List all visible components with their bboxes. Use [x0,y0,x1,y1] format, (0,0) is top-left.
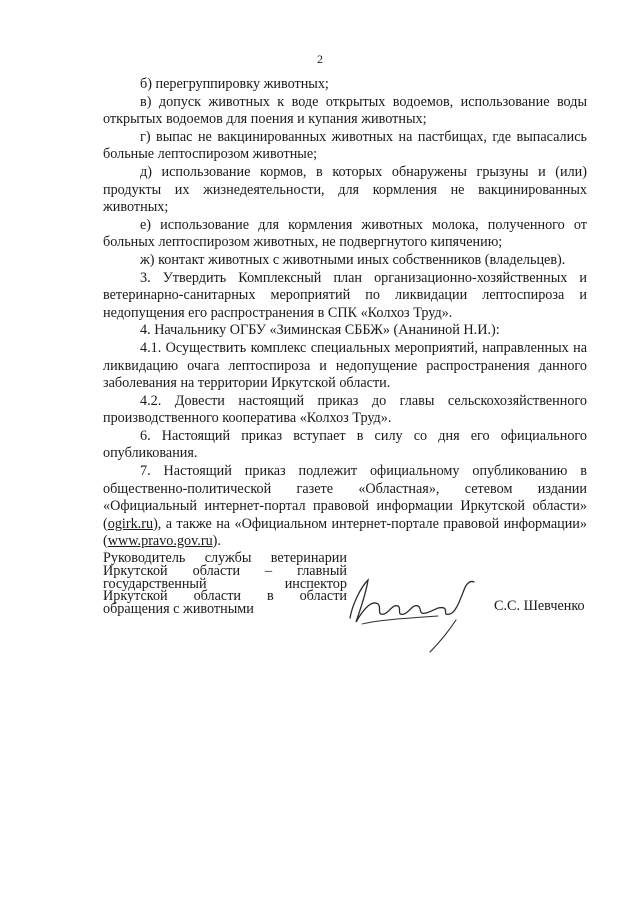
signatory-title [103,552,347,616]
handwritten-signature [338,560,488,660]
paragraph-item-b: б) перегруппировку животных; [140,76,329,92]
ogirk-link[interactable]: ogirk.ru [107,515,154,532]
signer-name: С.С. Шевченко [494,598,585,614]
paragraph-7-publication [103,463,587,551]
paragraph-item-v: в) допуск животных к воде открытых водоемов, использование воды открытых водоемов для поения и купания животных; [103,93,587,128]
signatory-title-line: обращения с животными [103,601,254,618]
publication-text-1: 7. Настоящий приказ подлежит официальному опубликованию в общественно-политической газете «Областная», сетевом издании «Официальный интернет-портал правовой информации Иркутской области» ( [103,463,587,532]
paragraph-item-e: е) использование для кормления животных молока, полученного от больных лептоспирозом животных, не подвергнутого кипячению; [103,216,587,251]
pravo-link[interactable]: www.pravo.gov.ru [107,533,213,550]
paragraph-3-approve-plan: 3. Утвердить Комплексный план организационно-хозяйственных и ветеринарно-санитарных мероприятий по ликвидации лептоспироза и недопущения его распространения в СПК «Колхоз Труд». [103,269,587,321]
page-number: 2 [317,52,323,66]
paragraph-4-2-notify: 4.2. Довести настоящий приказ до главы сельскохозяйственного производственного кооператива «Колхоз Труд». [103,392,587,427]
paragraph-4-1-measures: 4.1. Осуществить комплекс специальных мероприятий, направленных на ликвидацию очага лептоспироза и недопущение распространения данного заболевания на территории Иркутской области. [103,339,587,392]
paragraph-4-head-of-station: 4. Начальнику ОГБУ «Зиминская СББЖ» (Ананиной Н.И.): [140,322,500,339]
publication-text-3: ). [212,533,221,550]
signatory-title-line: Иркутской области в области [103,588,347,605]
paragraph-item-zh: ж) контакт животных с животными иных собственников (владельцев). [140,251,566,268]
signatory-title-line: Руководитель службы ветеринарии [103,550,347,566]
signatory-title-line: Иркутской области – главный [103,562,347,579]
paragraph-item-g: г) выпас не вакцинированных животных на пастбищах, где выпасались больные лептоспирозом животные; [103,128,587,163]
document-body [103,76,587,551]
signatory-title-line: государственный инспектор [103,575,347,592]
publication-text-2: ), а также на «Официальном интернет-портале правовой информации» ( [103,515,587,550]
paragraph-6-effective: 6. Настоящий приказ вступает в силу со дня его официального опубликования. [103,427,587,462]
paragraph-item-d: д) использование кормов, в которых обнаружены грызуны и (или) продукты их жизнедеятельности, для кормления не вакцинированных животных; [103,163,587,216]
